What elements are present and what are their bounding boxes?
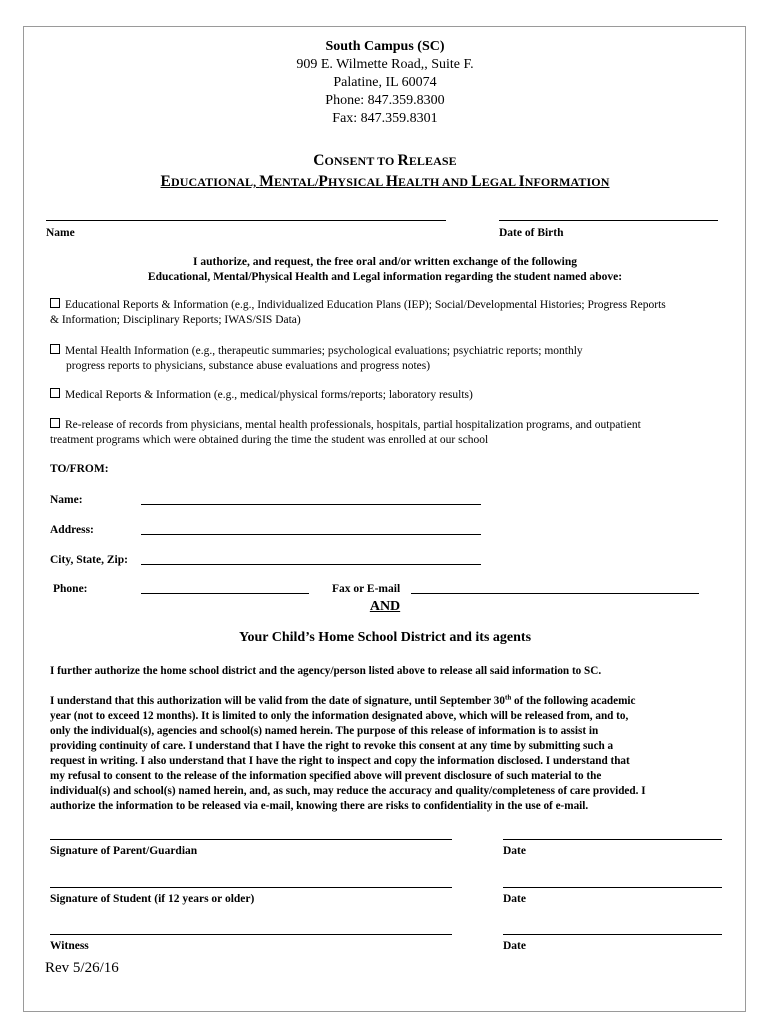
option-medical: Medical Reports & Information (e.g., medical/physical forms/reports; laboratory results) [50,388,740,403]
fax-number: Fax: 847.359.8301 [332,111,438,126]
tofrom-fax-label: Fax or E-mail [332,583,401,595]
parent-signature-label: Signature of Parent/Guardian [50,845,198,857]
checkbox-rerelease[interactable] [50,418,60,428]
tofrom-city-field[interactable] [141,564,481,565]
option-rerelease: Re-release of records from physicians, mental health professionals, hospitals, partial hospitalization programs, and outpatient treatment programs which were obtained during the time the student was enrolled at our school [50,419,641,446]
understand-paragraph: I understand that this authorization will be valid from the date of signature, until September 30th of the following academic year (not to exceed 12 months). It is limited to only the information designated above, which will be released from, and to, only the individual(s), agencies and school(s) named herein. The purpose of this release of information is to assist in providing continuity of care. I understand that I have the right to revoke this consent at any time by submitting such a request in writing. I also understand that I have the right to inspect and copy the information disclosed. I understand that my refusal to consent to the release of the information specified above will prevent disclosure of such material to the individual(s) and school(s) named herein, and, as such, may reduce the accuracy and quality/completeness of care provided. I authorize the information to be released via e-mail, knowing there are risks to confidentiality in the use of e-mail. [50,693,646,812]
witness-date-label: Date [503,940,526,952]
checkbox-educational[interactable] [50,298,60,308]
tofrom-name-field[interactable] [141,504,481,505]
form-title: CONSENT TO RELEASE [313,152,457,169]
campus-name: South Campus (SC) [325,39,445,54]
revision-date: Rev 5/26/16 [45,960,119,976]
authorize-line-1: I authorize, and request, the free oral and/or written exchange of the following [193,256,577,268]
option-mental-health: Mental Health Information (e.g., therapeutic summaries; psychological evaluations; psychiatric reports; monthly progress reports to physicians, substance abuse evaluations and progress notes) [50,344,740,374]
student-signature-field[interactable] [50,887,452,888]
tofrom-phone-label: Phone: [53,583,88,595]
student-name-label: Name [46,227,75,239]
parent-date-label: Date [503,845,526,857]
phone-number: Phone: 847.359.8300 [325,93,445,108]
option-educational: Educational Reports & Information (e.g., Individualized Education Plans (IEP); Social/Developmental Histories; Progress Reports & Information; Disciplinary Reports; IWAS/SIS Data) [50,299,666,326]
authorize-line-2: Educational, Mental/Physical Health and Legal information regarding the student named above: [147,271,623,283]
further-authorization: I further authorize the home school district and the agency/person listed above to release all said information to SC. [50,665,602,677]
student-date-field[interactable] [503,887,722,888]
student-dob-field[interactable] [499,220,718,221]
checkbox-medical[interactable] [50,388,60,398]
witness-date-field[interactable] [503,934,722,935]
student-dob-label: Date of Birth [499,227,564,239]
tofrom-name-label: Name: [50,494,83,506]
tofrom-city-label: City, State, Zip: [50,554,128,566]
address-line-1: 909 E. Wilmette Road,, Suite F. [296,57,474,72]
tofrom-phone-field[interactable] [141,593,309,594]
parent-date-field[interactable] [503,839,722,840]
tofrom-heading: TO/FROM: [50,463,109,475]
and-label: AND [369,599,401,614]
parent-signature-field[interactable] [50,839,452,840]
witness-signature-field[interactable] [50,934,452,935]
tofrom-fax-field[interactable] [411,593,699,594]
form-subtitle: EDUCATIONAL, MENTAL/PHYSICAL HEALTH AND LEGAL INFORMATION [160,173,610,190]
checkbox-mental-health[interactable] [50,344,60,354]
tofrom-address-field[interactable] [141,534,481,535]
address-line-2: Palatine, IL 60074 [333,75,437,90]
student-date-label: Date [503,893,526,905]
student-name-field[interactable] [46,220,446,221]
tofrom-address-label: Address: [50,524,94,536]
witness-label: Witness [50,940,89,952]
student-signature-label: Signature of Student (if 12 years or older) [50,893,255,905]
district-heading: Your Child’s Home School District and its agents [238,630,532,645]
